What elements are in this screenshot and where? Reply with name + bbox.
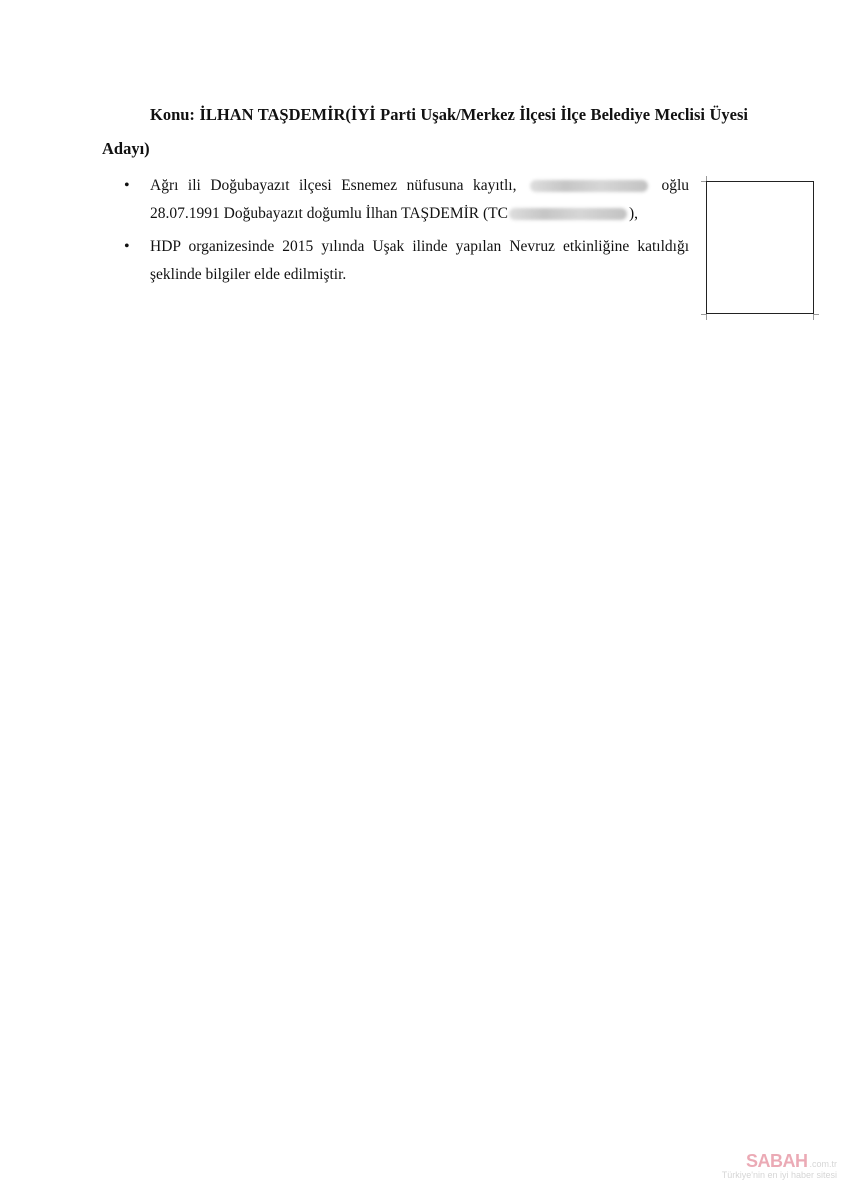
redacted-father-name (530, 180, 648, 192)
bullet-1-part-2: oğlu 28.07.1991 Doğubayazıt doğumlu İlhan TAŞDEMİR (TC (150, 177, 690, 222)
crop-mark-bottom-right (813, 314, 819, 320)
bullet-list (120, 172, 689, 294)
bullet-item-activity (120, 233, 689, 289)
sabah-watermark (722, 1151, 837, 1180)
sabah-logo: SABAH (745, 1151, 808, 1171)
subject-title: İLHAN TAŞDEMİR(İYİ Parti Uşak/Merkez İlçesi İlçe Belediye Meclisi Üyesi Adayı) (102, 105, 748, 158)
subject-label: Konu: (150, 105, 195, 124)
subject-heading (102, 98, 748, 166)
bullet-1-part-3: ), (628, 205, 638, 222)
crop-mark-bottom-left (701, 314, 707, 320)
redacted-tc-number (509, 208, 627, 220)
bullet-2-text: HDP organizesinde 2015 yılında Uşak ilinde yapılan Nevruz etkinliğine katıldığı şeklinde bilgiler elde edilmiştir. (150, 238, 689, 283)
photo-placeholder (706, 181, 814, 314)
bullet-item-identity (120, 172, 689, 228)
watermark-domain: .com.tr (809, 1159, 837, 1169)
watermark-tagline: Türkiye'nin en iyi haber sitesi (721, 1170, 837, 1180)
bullet-1-part-1: Ağrı ili Doğubayazıt ilçesi Esnemez nüfusuna kayıtlı, (150, 177, 517, 194)
